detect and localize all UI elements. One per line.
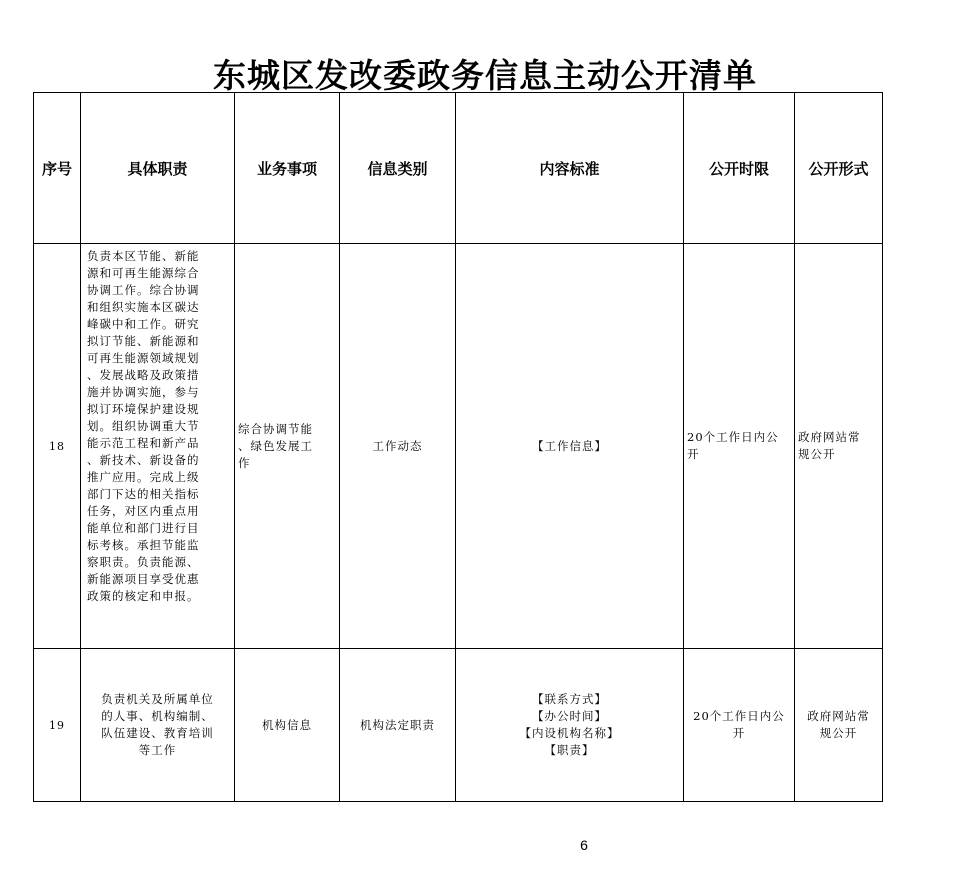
duty-cell: 负责机关及所属单位 的人事、机构编制、 队伍建设、教育培训 等工作 — [81, 649, 235, 802]
table-row — [34, 649, 883, 802]
item-cell: 机构信息 — [235, 649, 340, 802]
duty-cell — [81, 244, 235, 649]
category-cell: 机构法定职责 — [340, 649, 456, 802]
content-line: 【工作信息】 — [532, 438, 607, 453]
content-line: 【办公时间】 — [532, 709, 607, 723]
header-time-limit: 公开时限 — [684, 93, 795, 244]
time-limit-cell: 20个工作日内公 开 — [684, 244, 795, 649]
seq-cell: 19 — [34, 649, 81, 802]
header-form: 公开形式 — [795, 93, 883, 244]
table-row — [34, 244, 883, 649]
disclosure-table — [33, 92, 883, 802]
time-limit-cell: 20个工作日内公 开 — [684, 649, 795, 802]
form-cell: 政府网站常 规公开 — [795, 244, 883, 649]
header-duty: 具体职责 — [81, 93, 235, 244]
document-title: 东城区发改委政务信息主动公开清单 — [213, 56, 757, 95]
content-cell — [456, 244, 684, 649]
page-number: 6 — [580, 837, 588, 853]
content-line: 【内设机构名称】 — [519, 726, 620, 740]
duty-text: 负责本区节能、新能 源和可再生能源综合 协调工作。综合协调 和组织实施本区碳达 峰碳中和工作。研究 拟订节能、新能源和 可再生能源领域规划 、发展战略及政策措 施并协调实施，参与 拟订环境保护建设规 划。组织协调重大节 能示范工程和新产品 、新技术、新设备的 推广应用。完成上级 部门下达的相关指标 任务，对区内重点用 能单位和部门进行目 标考核。承担节能监 察职责。负责能源、 新能源项目享受优惠 政策的核定和申报。 — [87, 249, 200, 603]
header-content: 内容标准 — [456, 93, 684, 244]
content-cell — [456, 649, 684, 802]
content-line: 【职责】 — [544, 743, 595, 757]
header-seq: 序号 — [34, 93, 81, 244]
form-cell: 政府网站常 规公开 — [795, 649, 883, 802]
table-header-row — [34, 93, 883, 244]
category-cell: 工作动态 — [340, 244, 456, 649]
header-item: 业务事项 — [235, 93, 340, 244]
seq-cell: 18 — [34, 244, 81, 649]
item-cell: 综合协调节能 、绿色发展工 作 — [235, 244, 340, 649]
header-category: 信息类别 — [340, 93, 456, 244]
content-line: 【联系方式】 — [532, 692, 607, 706]
